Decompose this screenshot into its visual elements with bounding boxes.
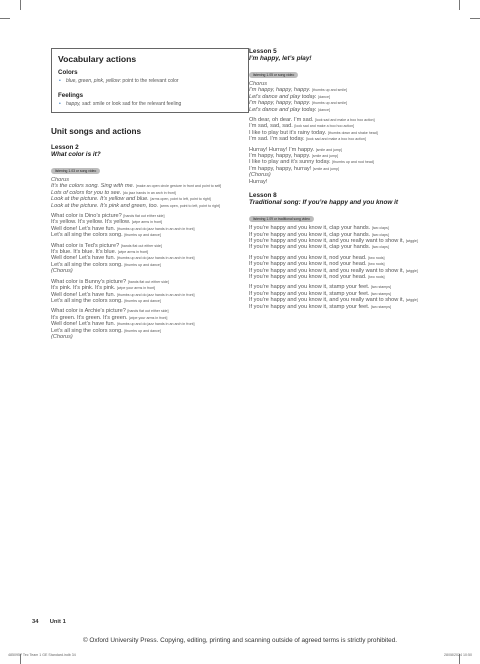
lyric-text: Well done! Let’s have fun. [51,321,116,328]
action-note: [hands flat out either side] [120,243,162,248]
action-note: [look sad and make a boo hoo action] [314,118,375,123]
action-note: [wiggle] [405,268,418,273]
action-note: [two nods] [368,255,385,260]
action-note: [smile and jump] [312,166,340,171]
lyric-text: I’m sad. I’m sad today. [249,136,305,143]
action-note: [dance] [318,107,330,112]
action-note: [thumbs down and shake head] [327,130,378,135]
lyric-text: Well done! Let’s have fun. [51,225,116,232]
lyric-text: Look at the picture. It’s yellow and blue. [51,196,149,203]
lyric-text: What color is Dino’s picture? [51,213,122,220]
action-note: [two nods] [368,274,385,279]
action-note: [thumbs up and do jazz hands in an arch in front] [116,226,195,231]
action-note: [two nods] [368,262,385,267]
action-note: [wipe arms in front] [117,250,149,255]
colors-bullet [58,77,242,85]
lyric-text: Oh dear, oh dear. I’m sad. [249,117,314,124]
lyric-text: Let’s all sing the colors song. [51,232,123,239]
lesson-2-audio-badge: listening 1.03 or song video [51,168,100,174]
action-note: [thumbs up and nod head] [332,160,374,165]
colors-action: : point to the relevant color [119,78,179,84]
lyric-text: If you’re happy and you know it, nod your head. [249,254,367,261]
lyric-text: Look at the picture. It’s pink and green, too. [51,202,159,209]
action-note: [arms open, point to left, point to right] [150,197,211,202]
action-note: [two claps] [371,226,389,231]
vocabulary-title: Vocabulary actions [58,54,137,64]
lyric-text: What color is Archie’s picture? [51,308,126,315]
lyric-text: It’s blue. It’s blue. It’s blue. [51,249,117,256]
crop-mark [0,18,10,19]
action-note: [two stamps] [370,304,392,309]
lyric-text: If you’re happy and you know it, clap your hands. [249,244,371,251]
crop-mark [470,18,480,19]
lyric-text: I’m happy, happy, happy. [249,153,311,160]
action-note: [thumbs up and do jazz hands in an arch in front] [116,256,195,261]
right-column [249,48,449,310]
lyric-text: If you’re happy and you know it, stamp your feet. [249,290,370,297]
feelings-bullet [58,100,242,108]
print-date: 28/08/2024 10:50 [444,653,472,657]
lyric-text: I like to play but it’s rainy today. [249,129,327,136]
lyric-line [51,203,249,209]
print-slug: 4850957 Tec Team 1 GE Standard.indb 34 [8,653,76,657]
lyric-text: If you’re happy and you know it, stamp your feet. [249,303,370,310]
section-title: Unit songs and actions [51,127,142,136]
colors-terms: blue, green, pink, yellow [66,78,120,84]
action-note: [thumbs up and dance] [124,298,161,303]
lyric-text: I’m happy, happy, happy. [249,87,311,94]
lesson-8 [249,192,449,310]
action-note: [two stamps] [370,291,392,296]
lyric-text: Hurray! Hurray! I’m happy. [249,146,315,153]
lyric-text: It’s the colors song. Sing with me. [51,183,135,190]
copyright-notice: © Oxford University Press. Copying, editing, printing and scanning outside of agreed terms is strictly prohibited. [82,637,398,644]
lyric-line [51,334,249,340]
action-note: [thumbs up and smile] [311,88,347,93]
action-note: [look sad and make a boo hoo action] [306,137,366,142]
action-note: [hands flat out either side] [127,309,169,314]
lyric-text: If you’re happy and you know it, clap your hands. [249,225,371,232]
lyric-text: Let’s all sing the colors song. [51,327,123,334]
lyric-text: I’m happy, happy, happy. [249,100,311,107]
action-note: [do jazz hands in an arch in front] [122,190,176,195]
action-note: [two claps] [371,245,389,250]
feelings-heading: Feelings [58,92,84,99]
crop-mark [459,0,460,10]
lesson-8-subtitle: Traditional song: If you’re happy and you know it [249,199,399,207]
lyric-text: It’s pink. It’s pink. It’s pink. [51,285,116,292]
lyric-text: (Chorus) [51,268,73,275]
lesson-8-lyrics [249,225,449,310]
action-note: [wipe your arms in front] [116,286,156,291]
action-note: [dance] [318,94,330,99]
unit-label: Unit 1 [49,619,66,625]
lyric-text: Chorus [249,81,268,87]
lyric-text: Well done! Let’s have fun. [51,291,116,298]
colors-heading: Colors [58,69,78,76]
lyric-text: Let’s dance and play today. [249,93,317,100]
page-number: 34 [32,619,39,625]
lyric-text: If you’re happy and you know it, and you really want to show it, [249,267,405,274]
feelings-terms: happy, sad [66,101,91,107]
action-note: [thumbs up and smile] [311,101,347,106]
lesson-2-lyrics [51,177,249,340]
action-note: [two stamps] [370,285,392,290]
lyric-text: It’s yellow. It’s yellow. It’s yellow. [51,219,131,226]
lesson-8-label: Lesson 8 [249,192,277,200]
lyric-text: What color is Bunny’s picture? [51,278,127,285]
lyric-text: I like to play and it’s sunny today. [249,159,331,166]
lyric-text: It’s green. It’s green. It’s green. [51,314,128,321]
lesson-5-subtitle: I’m happy, let’s play! [249,55,312,62]
lesson-5-lyrics [249,81,449,185]
lyric-text: If you’re happy and you know it, clap your hands. [249,231,371,238]
lyric-text: Lots of colors for you to see. [51,189,122,196]
lesson-5-label: Lesson 5 [249,48,277,55]
lyric-text: Let’s dance and play today. [249,106,317,113]
lyric-text: Let’s all sing the colors song. [51,297,123,304]
lyric-text: If you’re happy and you know it, stamp your feet. [249,284,370,291]
lyric-text: What color is Ted’s picture? [51,242,120,249]
left-column [51,48,249,340]
page-footer [32,619,66,625]
lyric-text: Well done! Let’s have fun. [51,255,116,262]
lyric-text: I’m sad, sad, sad. [249,123,293,130]
action-note: [thumbs up and dance] [124,328,161,333]
lyric-text: Hurray! [249,178,268,185]
crop-mark [20,0,21,10]
lyric-text: (Chorus) [51,333,73,340]
action-note: [smile and jump] [315,147,342,152]
action-note: [hands flat out either side] [123,214,165,219]
lyric-text: Let’s all sing the colors song. [51,261,123,268]
lyric-text: If you’re happy and you know it, and you really want to show it, [249,297,405,304]
action-note: [wipe your arms in front] [129,315,168,320]
action-note: [wiggle] [405,238,418,243]
lyric-text: If you’re happy and you know it, and you really want to show it, [249,237,405,244]
vocabulary-box [51,48,249,113]
lyric-text: If you’re happy and you know it, nod your head. [249,273,367,280]
action-note: [smile and jump] [311,154,338,159]
lesson-8-audio-badge: listening 1.09 or traditional song video [249,216,314,222]
lyric-text: (Chorus) [249,172,271,179]
lesson-5-audio-badge: listening 1.05 or song video [249,72,298,78]
action-note: [thumbs up and do jazz hands in an arch in front] [116,292,195,297]
lesson-2-subtitle: What color is it? [51,151,101,158]
action-note: [hands flat out either side] [127,279,169,284]
action-note: [thumbs up and do jazz hands in an arch in front] [116,322,195,327]
action-note: [arms open, point to left, point to right] [159,203,221,208]
action-note: [thumbs up and dance] [124,233,161,238]
lyric-text: Chorus [51,177,70,183]
feelings-action: : smile or look sad for the relevant feeling [90,101,182,107]
lesson-2 [51,144,249,340]
lesson-2-label: Lesson 2 [51,144,79,151]
lesson-5 [249,48,449,185]
action-note: [wipe arms in front] [131,220,163,225]
action-note: [two claps] [371,232,389,237]
action-note: [look sad and make a boo hoo action] [294,124,355,129]
action-note: [thumbs up and dance] [124,262,161,267]
action-note: [make an open circle gesture in front and point to self] [135,184,222,189]
lyric-text: I’m happy, happy, hurray! [249,165,312,172]
lyric-line [249,304,449,310]
action-note: [wiggle] [405,298,418,303]
lyric-text: If you’re happy and you know it, nod your head. [249,261,367,268]
